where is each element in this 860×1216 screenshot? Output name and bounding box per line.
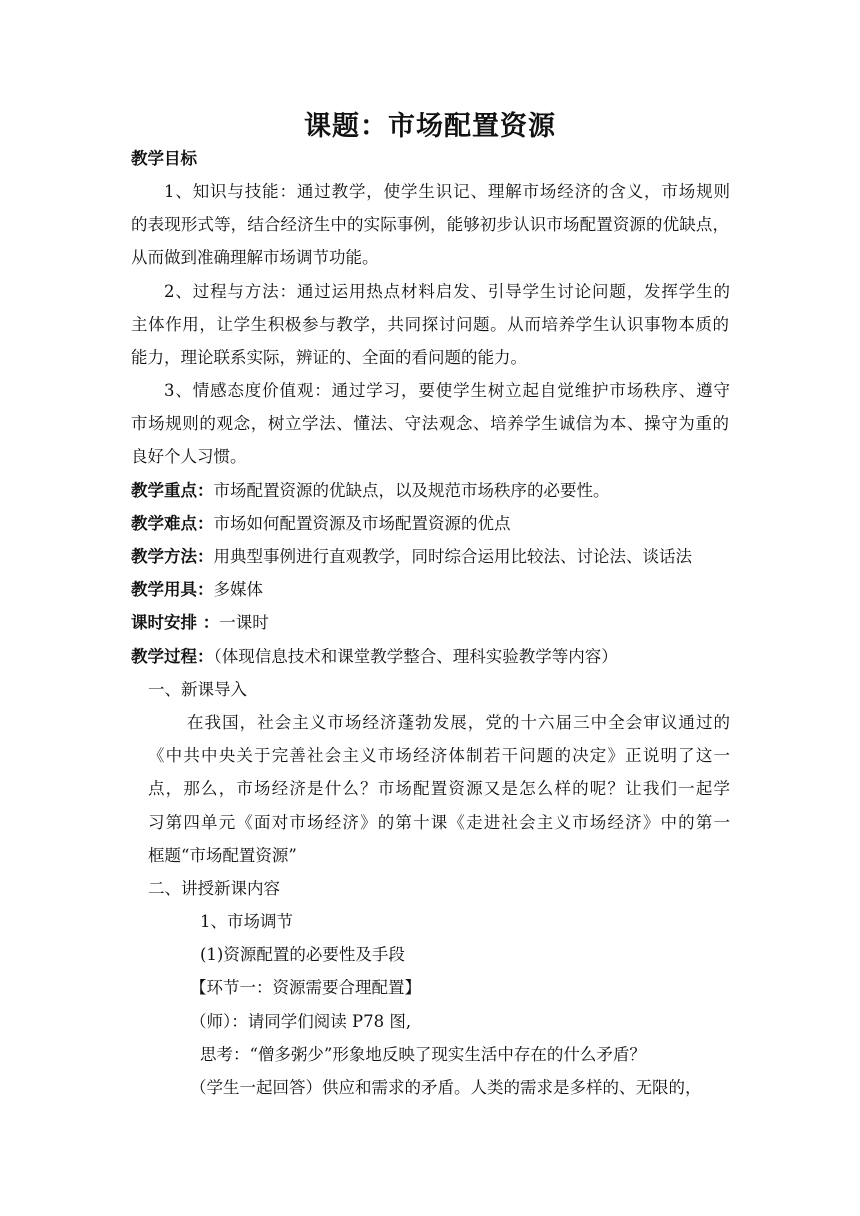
objective-3-line-1: 3、情感态度价值观：通过学习，要使学生树立起自觉维护市场秩序、遵守	[164, 381, 730, 400]
objective-1-line-3: 从而做到准确理解市场调节功能。	[131, 248, 379, 267]
difficulty-label: 教学难点：	[131, 514, 214, 533]
intro-heading: 一、新课导入	[148, 680, 247, 699]
difficulty-value: 市场如何配置资源及市场配置资源的优点	[213, 514, 511, 533]
teacher-prompt: （师）：请同学们阅读 P78 图,	[190, 1012, 412, 1031]
intro-line-1: 在我国，社会主义市场经济蓬勃发展，党的十六届三中全会审议通过的	[187, 713, 730, 732]
method-row	[131, 546, 692, 568]
objective-2-line-2: 主体作用，让学生积极参与教学，共同探讨问题。从而培养学生认识事物本质的	[131, 315, 729, 334]
think-question: 思考：“僧多粥少”形象地反映了现实生活中存在的什么矛盾？	[200, 1045, 646, 1064]
lesson-subheading-allocation: (1)资源配置的必要性及手段	[200, 945, 405, 964]
intro-line-4: 习第四单元《面对市场经济》的第十课《走进社会主义市场经济》中的第一	[148, 813, 730, 832]
key-point-label: 教学重点：	[131, 481, 214, 500]
difficulty-row	[131, 513, 511, 535]
intro-line-3: 点，那么，市场经济是什么？市场配置资源又是怎么样的呢？让我们一起学	[148, 779, 730, 798]
objective-1-line-1: 1、知识与技能：通过教学，使学生识记、理解市场经济的含义，市场规则	[164, 182, 730, 201]
process-row	[131, 646, 618, 668]
process-value: （体现信息技术和课堂教学整合、理科实验教学等内容）	[213, 647, 618, 666]
objective-2-line-1: 2、过程与方法：通过运用热点材料启发、引导学生讨论问题，发挥学生的	[164, 282, 730, 301]
tools-value: 多媒体	[213, 580, 263, 599]
intro-line-5: 框题“市场配置资源”	[148, 846, 297, 865]
method-label: 教学方法：	[131, 547, 214, 566]
lesson-subheading-market: 1、市场调节	[200, 912, 293, 931]
student-answer: （学生一起回答）供应和需求的矛盾。人类的需求是多样的、无限的，	[190, 1078, 702, 1097]
lesson-section-title: 【环节一：资源需要合理配置】	[190, 978, 421, 997]
objective-1-line-2: 的表现形式等，结合经济生中的实际事例，能够初步认识市场配置资源的优缺点，	[131, 215, 729, 234]
objectives-heading: 教学目标	[131, 149, 197, 168]
key-point-row	[131, 480, 610, 502]
schedule-label: 课时安排 ：	[131, 613, 220, 632]
objective-3-line-2: 市场规则的观念，树立学法、懂法、守法观念、培养学生诚信为本、操守为重的	[131, 414, 729, 433]
schedule-row	[131, 612, 269, 634]
tools-row	[131, 579, 263, 601]
schedule-value: 一课时	[219, 613, 269, 632]
page-title: 课题：市场配置资源	[304, 111, 556, 142]
method-value: 用典型事例进行直观教学，同时综合运用比较法、讨论法、谈话法	[213, 547, 692, 566]
process-label: 教学过程：	[131, 647, 214, 666]
lesson-heading: 二、讲授新课内容	[148, 879, 280, 898]
key-point-value: 市场配置资源的优缺点，以及规范市场秩序的必要性。	[213, 481, 610, 500]
intro-line-2: 《中共中央关于完善社会主义市场经济体制若干问题的决定》正说明了这一	[148, 746, 730, 765]
objective-3-line-3: 良好个人习惯。	[131, 447, 247, 466]
objective-2-line-3: 能力，理论联系实际，辨证的、全面的看问题的能力。	[131, 348, 527, 367]
tools-label: 教学用具：	[131, 580, 214, 599]
